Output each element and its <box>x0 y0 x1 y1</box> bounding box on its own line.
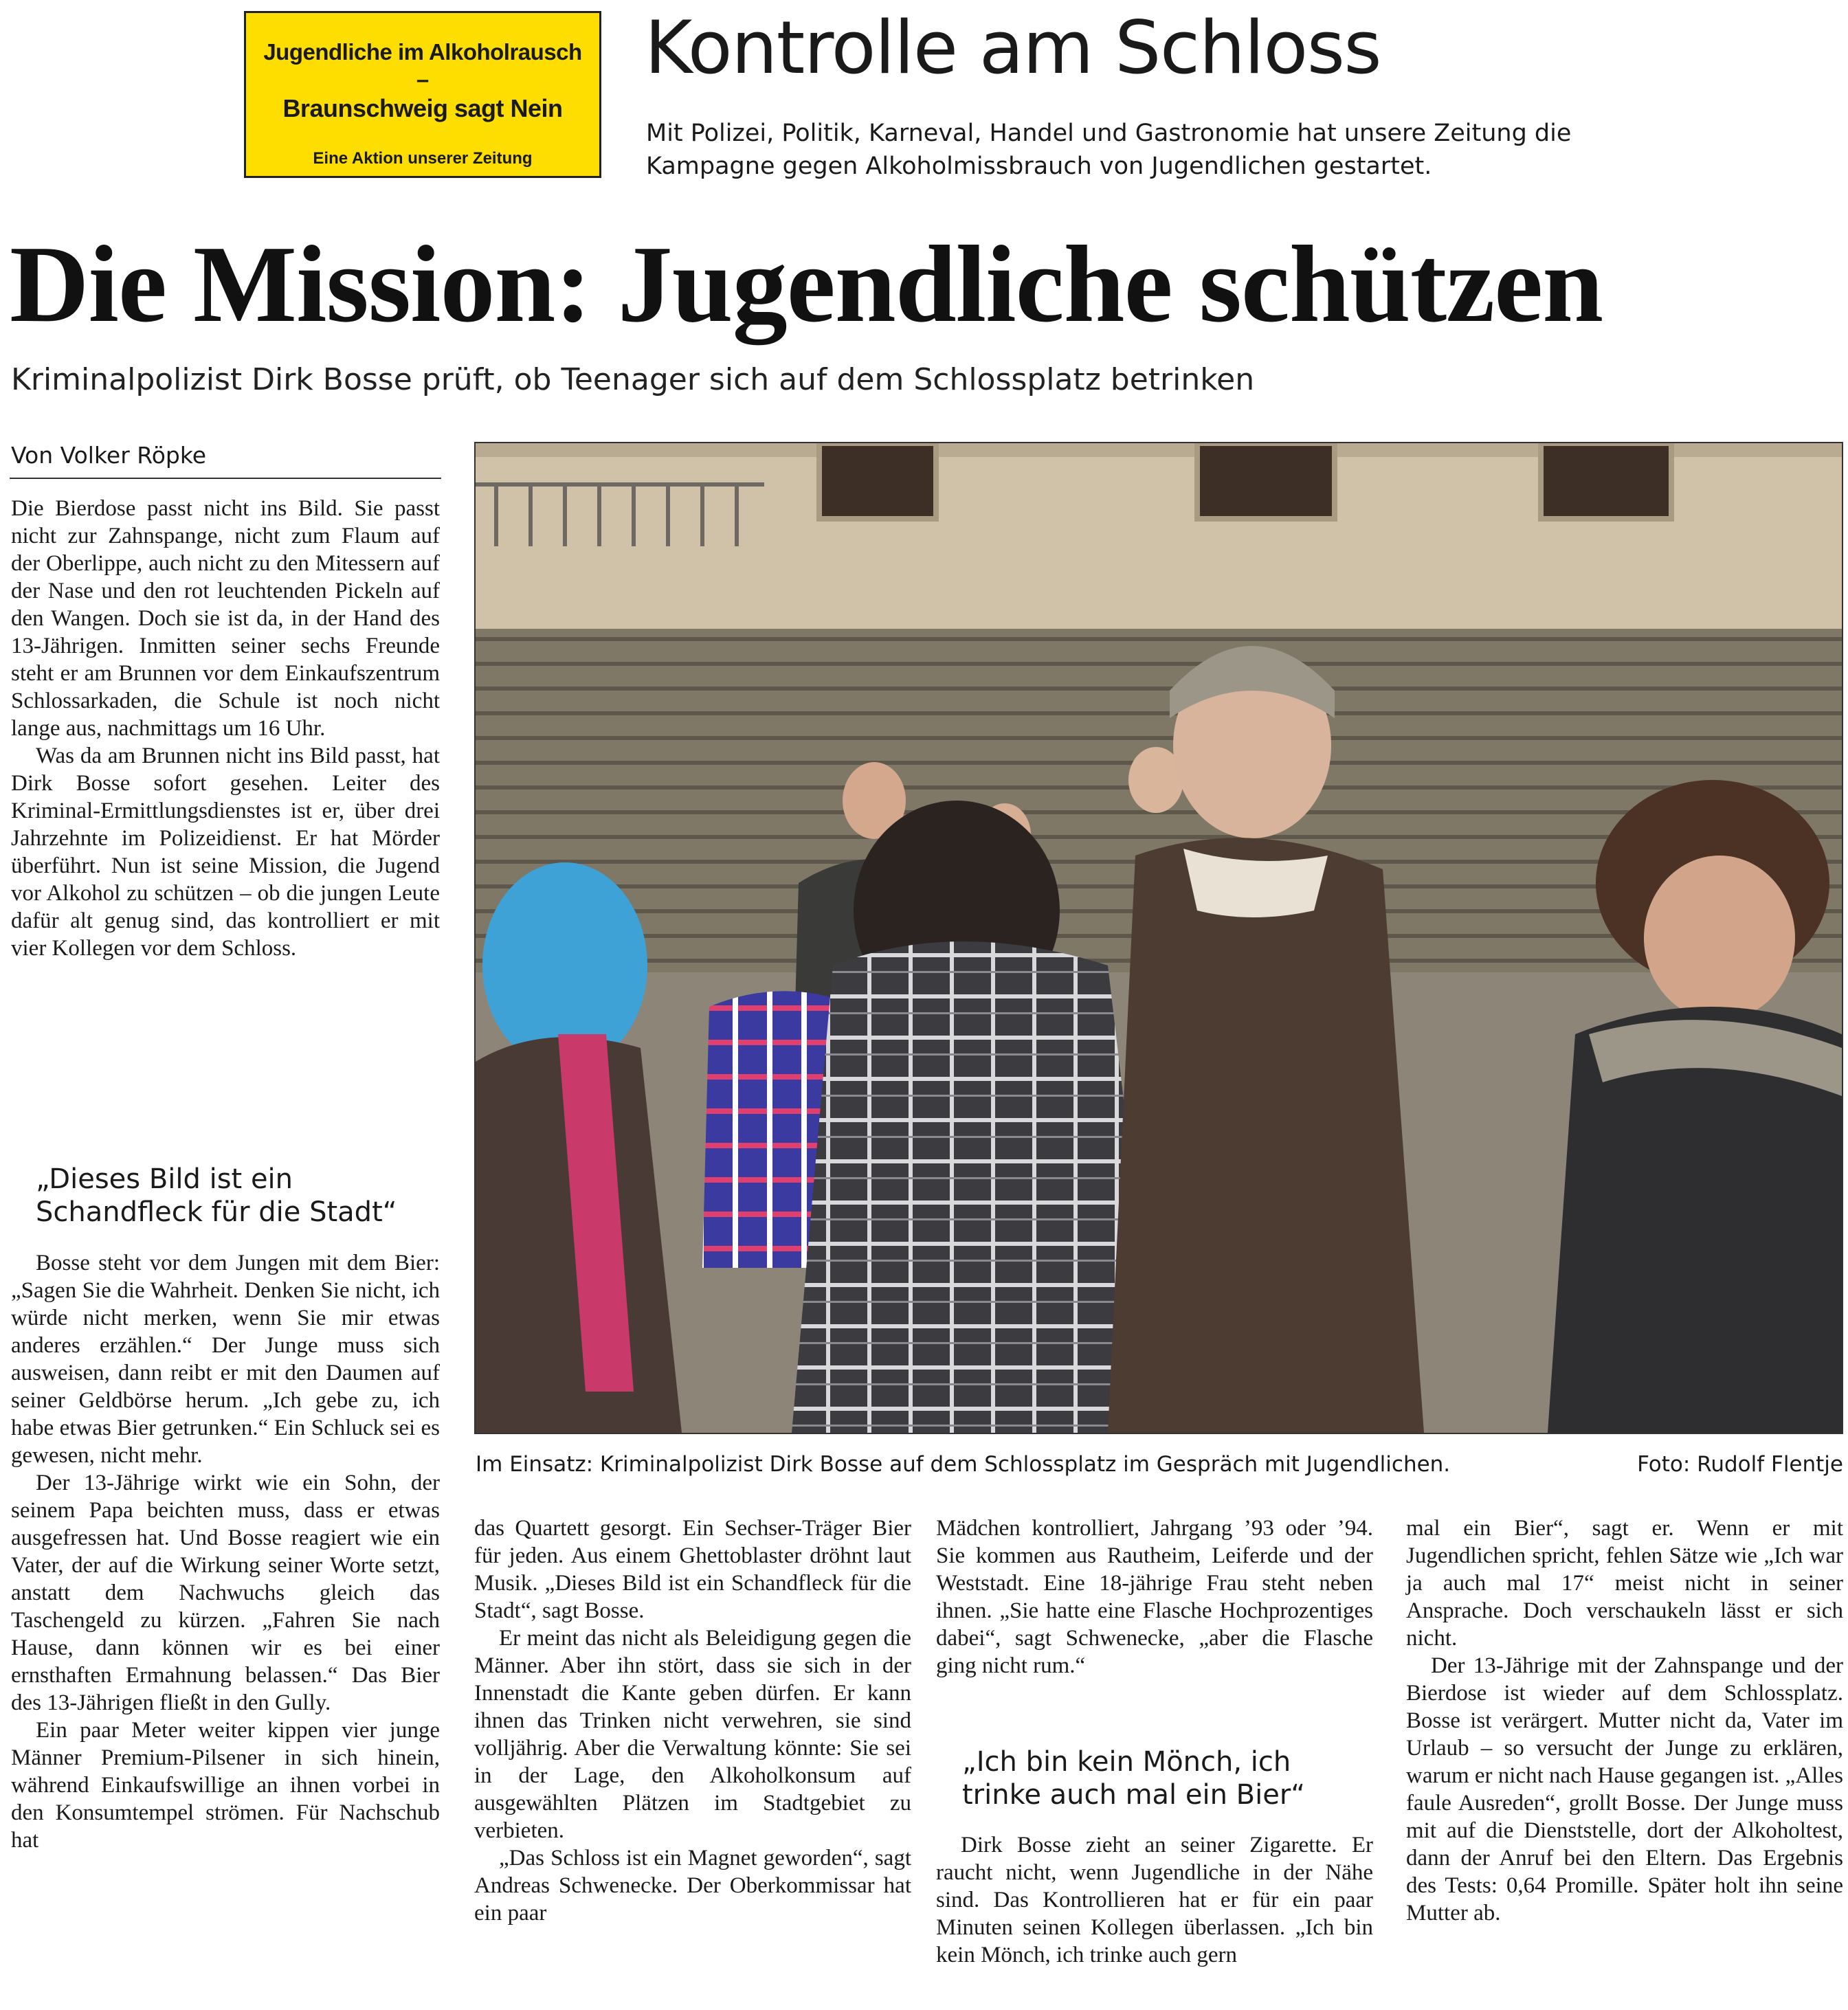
photo-credit: Foto: Rudolf Flentje <box>1637 1452 1843 1477</box>
paragraph: Bosse steht vor dem Jungen mit dem Bier: „Sagen Sie die Wahrheit. Denken Sie nicht, ich würde nicht merken, wenn Sie mir etwas anderes erzählen.“ Der Junge muss sich ausweisen, dann reibt er mit den Daumen auf seiner Geldbörse herum. „Ich gebe zu, ich habe etwas Bier getrunken.“ Ein Schluck sei es gewesen, nicht mehr. <box>11 1251 440 1468</box>
paragraph: Mädchen kontrolliert, Jahrgang ’93 oder ’94. Sie kommen aus Rautheim, Leiferde und der Weststadt. Eine 18-jährige Frau steht neben ihnen. „Sie hatte eine Flasche Hochprozentiges dabei“, sagt Schwenecke, „aber die Flasche ging nicht rum.“ <box>936 1516 1373 1678</box>
byline: Von Volker Röpke <box>11 442 207 469</box>
kicker-subtitle: Mit Polizei, Politik, Karneval, Handel und Gastronomie hat unsere Zeitung die Kampagne gegen Alkoholmissbrauch von Jugendlichen gestartet. <box>646 120 1572 180</box>
paragraph: Der 13-Jährige wirkt wie ein Sohn, der seinem Papa beichten muss, dass er etwas ausgefressen hat. Und Bosse reagiert wie ein Vater, der auf die Wirkung seiner Worte setzt, anstatt dem Nachwuchs gleich das Taschengeld zu kürzen. „Fahren Sie nach Hause, dann können wir es bei einer ernsthaften Ermahnung belassen.“ Das Bier des 13-Jährigen fließt in den Gully. <box>11 1471 440 1715</box>
pullquote: „Ich bin kein Mönch, ich trinke auch mal ein Bier“ <box>962 1746 1306 1811</box>
article-column-4 <box>1406 1515 1843 1927</box>
article-column-3-continued <box>936 1831 1373 1969</box>
article-photo <box>474 442 1843 1434</box>
badge-line-3: Eine Aktion unserer Zeitung <box>313 149 533 168</box>
paragraph: Die Bierdose passt nicht ins Bild. Sie passt nicht zur Zahnspange, nicht zum Flaum auf der Oberlippe, auch nicht zu den Mitessern auf der Nase und den rot leuchtenden Pickeln auf den Wangen. Doch sie ist da, in der Hand des 13-Jährigen. Inmitten seiner sechs Freunde steht er am Brunnen vor dem Einkaufszentrum Schlossarkaden, die Schule ist noch nicht lange aus, nachmittags um 16 Uhr. <box>11 496 440 741</box>
badge-line-1: Jugendliche im Alkoholrausch <box>263 39 582 65</box>
byline-divider <box>10 478 441 479</box>
paragraph: „Das Schloss ist ein Magnet geworden“, sagt Andreas Schwenecke. Der Oberkommissar hat ein paar <box>474 1846 911 1925</box>
campaign-badge <box>244 11 601 178</box>
headline: Die Mission: Jugendliche schützen <box>10 223 1603 345</box>
paragraph: Dirk Bosse zieht an seiner Zigarette. Er raucht nicht, wenn Jugendliche in der Nähe sind. Das Kontrollieren hat er für ein paar Minuten seinen Kollegen überlassen. „Ich bin kein Mönch, ich trinke auch gern <box>936 1833 1373 1967</box>
photo-illustration <box>476 443 1842 1433</box>
kicker-title: Kontrolle am Schloss <box>645 5 1381 90</box>
paragraph: Der 13-Jährige mit der Zahnspange und der Bierdose ist wieder auf dem Schlossplatz. Bosse ist verärgert. Mutter nicht da, Vater im Urlaub – so versucht der Junge zu erklären, warum er nicht nach Hause gegangen ist. „Alles faule Ausreden“, grollt Bosse. Der Junge muss mit auf die Dienststelle, dort der Alkoholtest, dann der Anruf bei den Eltern. Das Ergebnis des Tests: 0,64 Promille. Später holt ihn seine Mutter ab. <box>1406 1653 1843 1925</box>
paragraph: Was da am Brunnen nicht ins Bild passt, hat Dirk Bosse sofort gesehen. Leiter des Kriminal-Ermittlungsdienstes ist er, über drei Jahrzehnte im Polizeidienst. Er hat Mörder überführt. Nun ist seine Mission, die Jugend vor Alkohol zu schützen – ob die jungen Leute dafür alt genug sind, das kontrolliert er mit vier Kollegen vor dem Schloss. <box>11 744 440 961</box>
paragraph: das Quartett gesorgt. Ein Sechser-Träger Bier für jeden. Aus einem Ghettoblaster dröhnt laut Musik. „Dieses Bild ist ein Schandfleck für die Stadt“, sagt Bosse. <box>474 1516 911 1623</box>
article-column-2 <box>474 1515 911 1927</box>
badge-dash: – <box>416 67 430 92</box>
photo-caption: Im Einsatz: Kriminalpolizist Dirk Bosse auf dem Schlossplatz im Gespräch mit Jugendlichen. <box>476 1452 1451 1477</box>
badge-line-2: Braunschweig sagt Nein <box>282 94 563 122</box>
paragraph: Er meint das nicht als Beleidigung gegen die Männer. Aber ihn stört, dass sie sich in der Innenstadt die Kante geben dürfen. Er kann ihnen das Trinken nicht verwehren, sie sind volljährig. Aber die Verwaltung könnte: Sie sei in der Lage, den Alkoholkonsum auf ausgewählten Plätzen im Stadtgebiet zu verbieten. <box>474 1626 911 1843</box>
pullquote: „Dieses Bild ist ein Schandfleck für die Stadt“ <box>36 1163 397 1228</box>
article-column-1-continued <box>11 1249 440 1854</box>
article-column-1 <box>11 495 440 962</box>
paragraph: Ein paar Meter weiter kippen vier junge Männer Premium-Pilsener in sich hinein, während Einkaufswillige an ihnen vorbei in den Konsumtempel strömen. Für Nachschub hat <box>11 1718 440 1853</box>
article-column-3 <box>936 1515 1373 1679</box>
paragraph: mal ein Bier“, sagt er. Wenn er mit Jugendlichen spricht, fehlen Sätze wie „Ich war ja auch mal 17“ meist nicht in seiner Ansprache. Doch verschaukeln lässt er sich nicht. <box>1406 1516 1843 1651</box>
subheadline: Kriminalpolizist Dirk Bosse prüft, ob Teenager sich auf dem Schlossplatz betrinken <box>11 362 1255 397</box>
